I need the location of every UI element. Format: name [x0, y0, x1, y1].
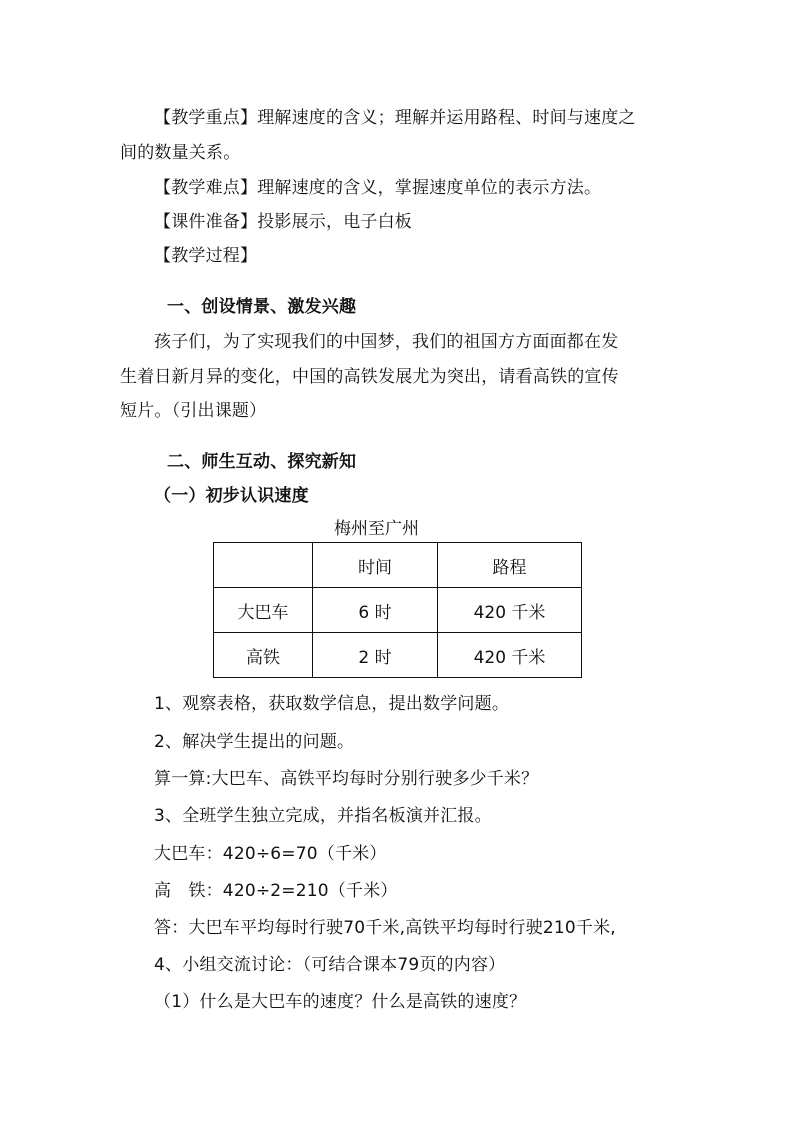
row-2-distance: 420 千米	[438, 633, 582, 678]
header-cell-blank	[214, 543, 313, 588]
intro-line-1: 孩子们，为了实现我们的中国梦，我们的祖国方方面面都在发	[154, 332, 619, 352]
table-row	[214, 588, 582, 633]
intro-line-2: 生着日新月异的变化，中国的高铁发展尤为突出，请看高铁的宣传	[120, 367, 619, 387]
key-points-line-1: 【教学重点】理解速度的含义；理解并运用路程、时间与速度之	[154, 108, 636, 128]
table-row	[214, 633, 582, 678]
header-cell-time: 时间	[313, 543, 438, 588]
row-1-vehicle: 大巴车	[214, 588, 313, 633]
section-1-heading: 一、创设情景、激发兴趣	[167, 297, 357, 317]
difficulty-paragraph: 【教学难点】理解速度的含义，掌握速度单位的表示方法。	[154, 178, 602, 198]
table-caption: 梅州至广州	[334, 519, 419, 539]
step-3-line: 3、全班学生独立完成，并指名板演并汇报。	[154, 806, 492, 826]
rail-calculation-line: 高 铁：420÷2=210（千米）	[154, 881, 398, 901]
row-2-vehicle: 高铁	[214, 633, 313, 678]
bus-calculation-line: 大巴车：420÷6=70（千米）	[154, 844, 387, 864]
intro-line-3: 短片。（引出课题）	[120, 401, 267, 421]
step-4-line: 4、小组交流讨论：（可结合课本79页的内容）	[154, 955, 506, 975]
row-2-time: 2 时	[313, 633, 438, 678]
row-1-time: 6 时	[313, 588, 438, 633]
question-1-line: （1）什么是大巴车的速度？什么是高铁的速度？	[154, 992, 527, 1012]
step-2-line: 2、解决学生提出的问题。	[154, 732, 355, 752]
calculate-prompt-line: 算一算:大巴车、高铁平均每时分别行驶多少千米？	[154, 769, 539, 789]
table-header-row	[214, 543, 582, 588]
travel-table	[213, 542, 582, 678]
key-points-line-2: 间的数量关系。	[120, 143, 241, 163]
section-2-heading: 二、师生互动、探究新知	[167, 452, 357, 472]
answer-line: 答：大巴车平均每时行驶70千米,高铁平均每时行驶210千米,	[154, 918, 616, 938]
row-1-distance: 420 千米	[438, 588, 582, 633]
process-heading: 【教学过程】	[154, 246, 258, 266]
materials-paragraph: 【课件准备】投影展示，电子白板	[154, 212, 412, 232]
subsection-1-heading: （一）初步认识速度	[154, 486, 309, 506]
header-cell-distance: 路程	[438, 543, 582, 588]
step-1-line: 1、观察表格，获取数学信息，提出数学问题。	[154, 694, 510, 714]
